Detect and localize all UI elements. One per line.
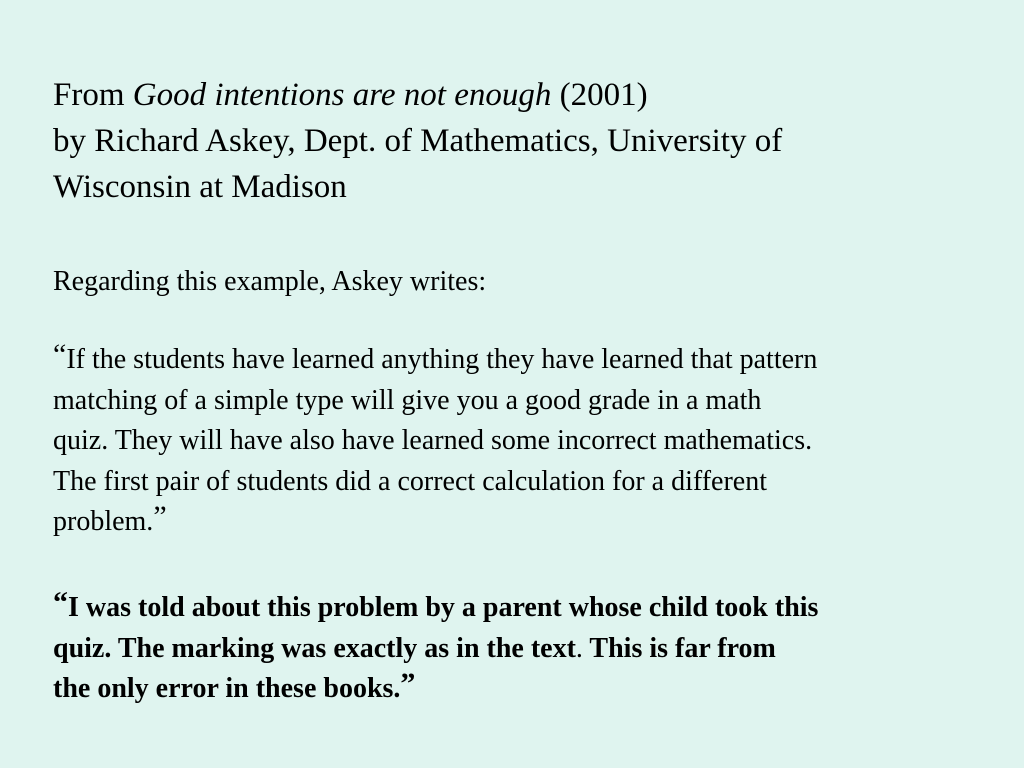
quote-line: matching of a simple type will give you a good grade in a math <box>53 384 762 416</box>
quote-line: the only error in these books.” <box>53 667 416 704</box>
quote-line: The first pair of students did a correct calculation for a different <box>53 465 767 497</box>
open-quote-mark: “ <box>53 338 67 371</box>
unbolded-period: . <box>575 632 583 664</box>
quote-line: problem.” <box>53 500 167 537</box>
citation-line-3: Wisconsin at Madison <box>53 169 347 205</box>
quote-line: “If the students have learned anything they have learned that pattern <box>53 338 818 375</box>
book-title: Good intentions are not enough <box>132 77 552 113</box>
quote-line: quiz. The marking was exactly as in the text. This is far from <box>53 632 776 664</box>
publication-year: (2001) <box>551 77 648 113</box>
close-quote-mark: ” <box>153 500 167 533</box>
close-quote-mark: ” <box>400 667 416 700</box>
citation-line-2: by Richard Askey, Dept. of Mathematics, University of <box>53 123 783 159</box>
quote-line: “I was told about this problem by a parent whose child took this <box>53 586 819 623</box>
open-quote-mark: “ <box>53 586 68 619</box>
askey-quote <box>53 340 993 543</box>
citation-prefix: From <box>53 77 133 113</box>
citation-line-1 <box>53 72 993 118</box>
intro-text: Regarding this example, Askey writes: <box>53 266 487 297</box>
parent-report-quote <box>53 588 993 710</box>
quote-line: quiz. They will have also have learned some incorrect mathematics. <box>53 425 813 456</box>
source-citation <box>53 72 993 210</box>
